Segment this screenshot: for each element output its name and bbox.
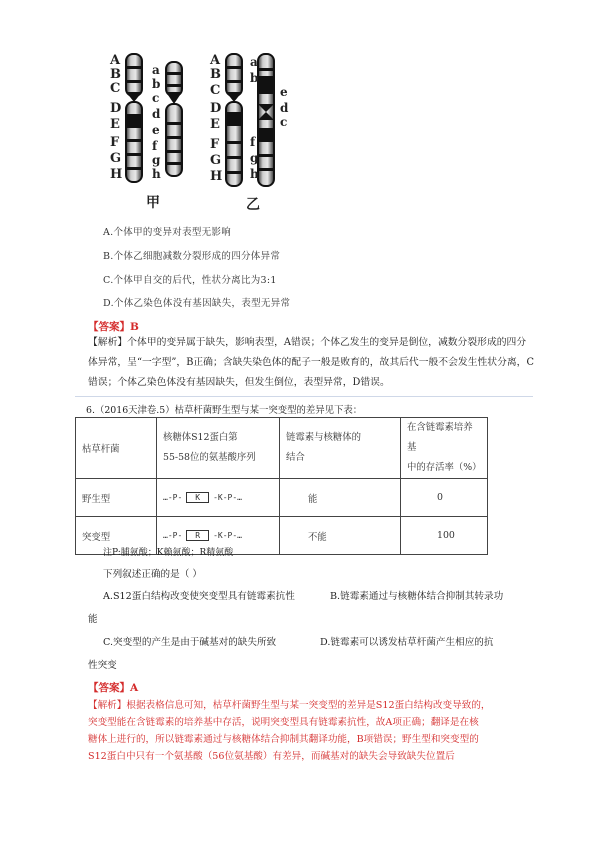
label-jia-c: c: [152, 91, 160, 105]
label-jia-B: B: [110, 67, 121, 82]
label-jia-a: a: [152, 63, 160, 77]
q6-title: 6.（2016天津卷.5）枯草杆菌野生型与某一突变型的差异见下表：: [86, 405, 363, 416]
label-jia-h: h: [152, 167, 161, 181]
q5-analysis-line-3: 错误；个体乙染色体没有基因缺失，但发生倒位，表型异常，D错误。: [88, 377, 390, 388]
label-yi-c: c: [280, 115, 288, 129]
label-yi-e: e: [280, 85, 288, 99]
label-jia-A: A: [110, 53, 121, 68]
q6-option-d: D.链霉素可以诱发枯草杆菌产生相应的抗: [320, 637, 494, 648]
q5-analysis: [88, 333, 538, 393]
label-jia-e: e: [152, 123, 160, 137]
label-yi-f: f: [250, 135, 256, 149]
table-header-strain: 枯草杆菌: [76, 418, 157, 479]
residue-box: K: [186, 492, 209, 503]
q5-answer-label: 【答案】: [88, 321, 130, 333]
table-row: [76, 479, 488, 517]
q5-analysis-line-2: 体异常，呈“一字型”，B正确；含缺失染色体的配子一般是败育的，故其后代一般不会发生性状分离，C: [88, 357, 534, 368]
table-cell-binding: 不能: [280, 517, 401, 555]
q5-option-d: D.个体乙染色体没有基因缺失，表型无异常: [103, 298, 291, 309]
chromosome-figure: [108, 46, 308, 216]
label-jia-b: b: [152, 77, 161, 91]
q6-answer: [88, 680, 138, 695]
table-cell-survival: 100: [401, 517, 488, 555]
q5-option-a: A.个体甲的变异对表型无影响: [103, 227, 232, 238]
q6-answer-label: 【答案】: [88, 682, 130, 694]
divider: [75, 396, 533, 397]
q6-note: 注P:脯氨酸；K赖氨酸；R精氨酸: [103, 548, 234, 558]
label-jia-G: G: [110, 151, 122, 166]
q6-option-a: A.S12蛋白结构改变使突变型具有链霉素抗性: [103, 591, 295, 602]
q6-option-c: C.突变型的产生是由于碱基对的缺失所致: [103, 637, 277, 648]
q5-option-c: C.个体甲自交的后代，性状分离比为3:1: [103, 275, 277, 286]
label-yi-G: G: [210, 153, 222, 168]
table-cell-sequence: …-P- K -K-P-…: [157, 479, 280, 517]
label-yi-h: h: [250, 167, 259, 181]
q6-analysis-line-3: 糖体上进行的，所以链霉素通过与核糖体结合抑制其翻译功能，B项错误；野生型和突变型的: [88, 734, 479, 745]
label-yi-E: E: [210, 117, 220, 132]
caption-yi: 乙: [246, 197, 260, 213]
chromosome-yi-normal: [226, 54, 242, 186]
chromosome-jia-deletion: [166, 62, 182, 176]
table-cell-binding: 能: [280, 479, 401, 517]
label-jia-F: F: [110, 135, 120, 150]
q5-analysis-line-1: 【解析】个体甲的变异属于缺失，影响表型，A错误；个体乙发生的变异是倒位，减数分裂形成的四分: [88, 337, 527, 348]
label-yi-A: A: [210, 53, 221, 68]
label-jia-f: f: [152, 139, 158, 153]
chromosome-yi-inversion: [258, 54, 274, 186]
table-cell-strain: 野生型: [76, 479, 157, 517]
q6-answer-value: A: [130, 682, 139, 694]
label-jia-d: d: [152, 107, 161, 121]
table-header-binding: 链霉素与核糖体的 结合: [280, 418, 401, 479]
mutation-table: [75, 417, 488, 555]
q6-analysis-line-2: 突变型能在含链霉素的培养基中存活，说明突变型具有链霉素抗性，故A项正确；翻译是在核: [88, 717, 479, 728]
chromosome-drawing: [108, 46, 308, 216]
q5-answer-value: B: [130, 321, 139, 333]
q6-analysis-line-1: 【解析】根据表格信息可知，枯草杆菌野生型与某一突变型的差异是S12蛋白结构改变导致的，: [88, 700, 491, 711]
label-jia-H: H: [110, 167, 123, 182]
label-yi-B: B: [210, 67, 221, 82]
table-cell-sequence: …-P- R -K-P-…: [157, 517, 280, 555]
chromosome-jia-normal: [126, 54, 142, 182]
q5-option-b: B.个体乙细胞减数分裂形成的四分体异常: [103, 251, 281, 262]
label-yi-a: a: [250, 55, 258, 69]
label-yi-D: D: [210, 101, 222, 116]
table-header-row: [76, 418, 488, 479]
q6-option-b-cont: 能: [88, 614, 98, 625]
q6-analysis: [88, 697, 538, 765]
label-jia-g: g: [152, 153, 161, 167]
label-jia-C: C: [110, 81, 121, 96]
label-yi-H: H: [210, 169, 223, 184]
table-header-sequence: 核糖体S12蛋白第 55-58位的氨基酸序列: [157, 418, 280, 479]
q5-answer: [88, 319, 139, 334]
label-jia-D: D: [110, 101, 122, 116]
q6-prompt: 下列叙述正确的是（ ）: [103, 569, 202, 580]
table-cell-strain: 突变型: [76, 517, 157, 555]
residue-box: R: [186, 530, 209, 541]
label-yi-d: d: [280, 101, 289, 115]
q6-option-b: B.链霉素通过与核糖体结合抑制其转录功: [330, 591, 504, 602]
label-yi-C: C: [210, 83, 221, 98]
label-yi-b: b: [250, 71, 259, 85]
q6-analysis-line-4: S12蛋白中只有一个氨基酸（56位氨基酸）有差异，而碱基对的缺失会导致缺失位置后: [88, 751, 455, 762]
table-header-survival: 在含链霉素培养基 中的存活率（%）: [401, 418, 488, 479]
label-jia-E: E: [110, 117, 120, 132]
caption-jia: 甲: [146, 195, 160, 211]
label-yi-g: g: [250, 151, 259, 165]
q6-option-d-cont: 性突变: [88, 660, 117, 671]
label-yi-F: F: [210, 137, 220, 152]
table-cell-survival: 0: [401, 479, 488, 517]
